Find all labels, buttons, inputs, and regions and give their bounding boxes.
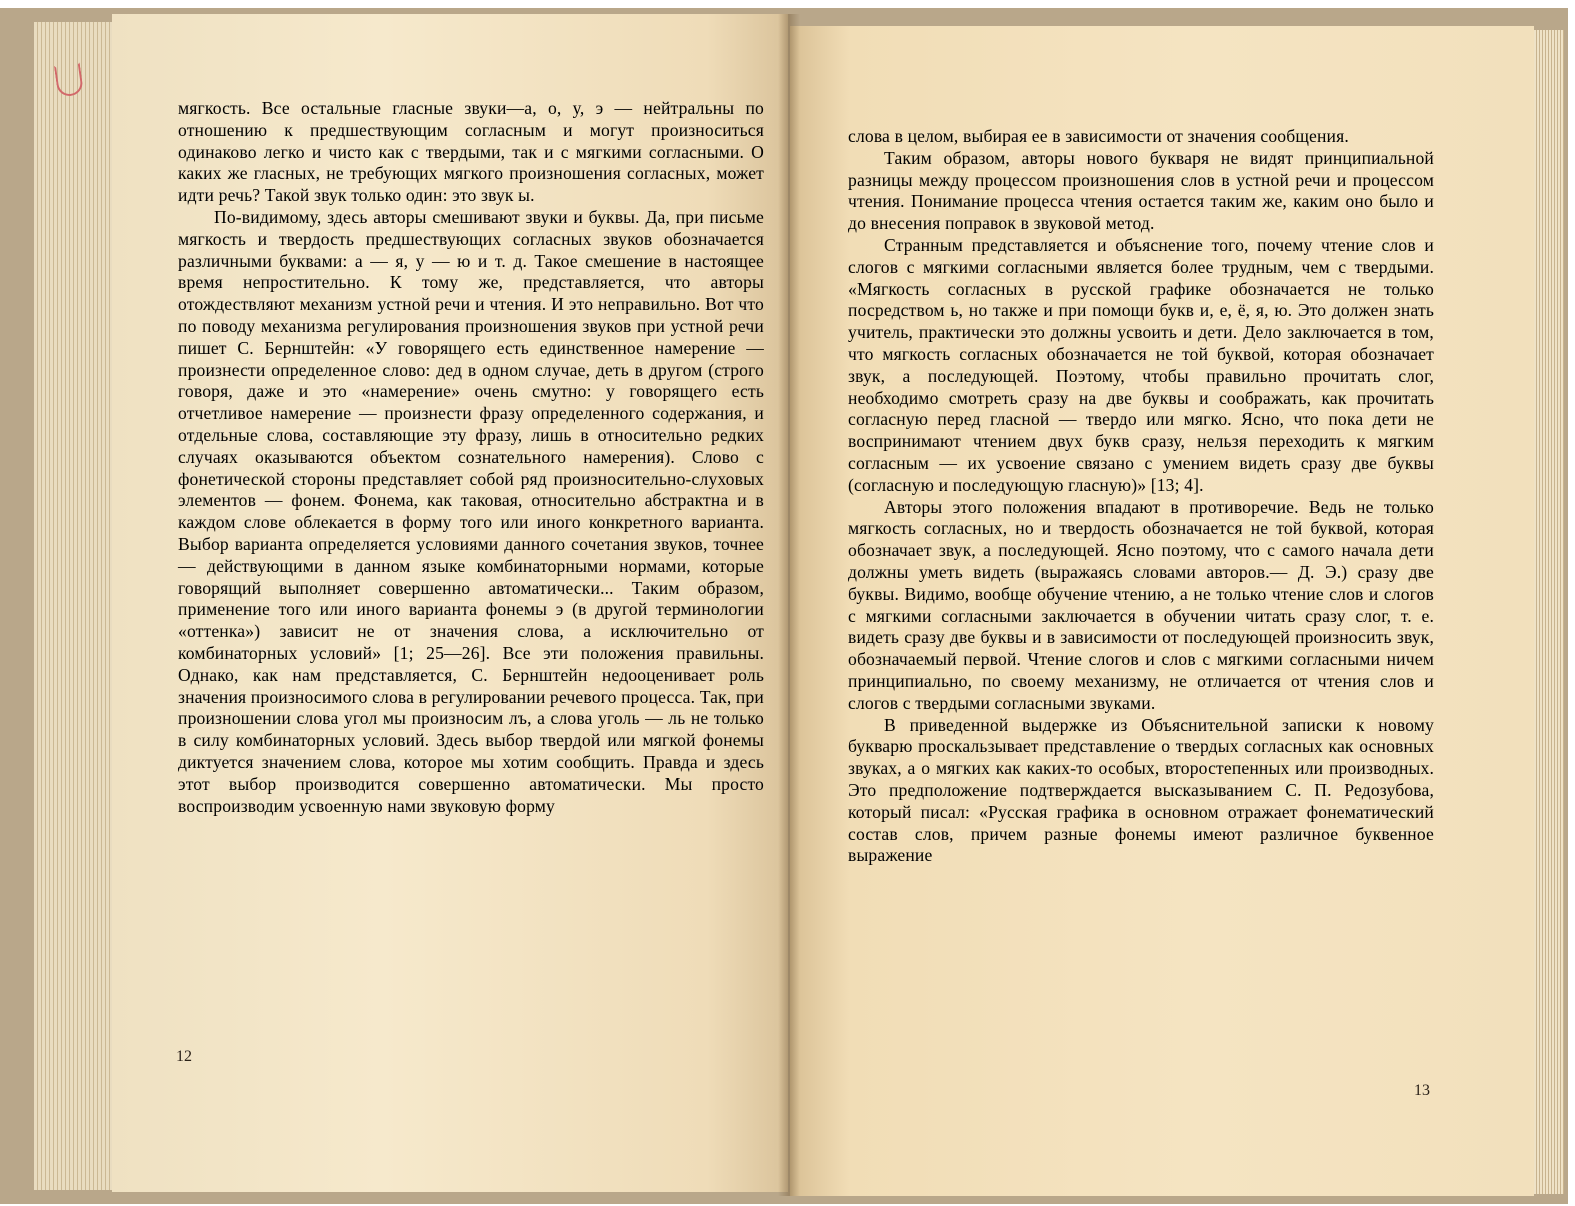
right-paragraph-5: В приведенной выдержке из Объяснительной записки к новому букварю проскальзывает представление о твердых согласных как основных звуках, а о мягких как каких-то особых, второстепенных или производных. Это предположение подтверждается высказыванием С. П. Редозубова, который писал: «Русская графика в основном отражает фонематический состав слов, причем разные фонемы имеют различное буквенное выражение <box>848 714 1434 866</box>
page-edges-right <box>1534 30 1564 1194</box>
left-page-text <box>178 98 764 817</box>
left-paragraph-2: По-видимому, здесь авторы смешивают звуки и буквы. Да, при письме мягкость и твердость предшествующих согласных звуков обозначается различными буквами: а — я, у — ю и т. д. Такое смешение в настоящее время непростительно. К тому же, представляется, что авторы отождествляют механизм устной речи и чтения. И это неправильно. Вот что по поводу механизма регулирования произношения звуков при устной речи пишет С. Бернштейн: «У говорящего есть единственное намерение — произнести определенное слово: дед в одном случае, деть в другом (строго говоря, даже и это «намерение» очень смутно: у говорящего есть отчетливое намерение — произнести фразу определенного содержания, и отдельные слова, составляющие эту фразу, лишь в относительно редких случаях оказываются объектом сознательного намерения). Слово с фонетической стороны представляет собой ряд произносительно-слуховых элементов — фонем. Фонема, как таковая, относительно абстрактна и в каждом слове облекается в форму того или иного конкретного варианта. Выбор варианта определяется условиями данного сочетания звуков, точнее — действующими в данном языке комбинаторными нормами, которые говорящий выполняет совершенно автоматически... Таким образом, применение того или иного варианта фонемы э (в другой терминологии «оттенка») зависит не от значения слова, а исключительно от комбинаторных условий» [1; 25—26]. Все эти положения правильны. Однако, как нам представляется, С. Бернштейн недооценивает роль значения произносимого слова в регулировании речевого процесса. Так, при произношении слова угол мы произносим лъ, а слова уголь — ль не только в силу комбинаторных условий. Здесь выбор твердой или мягкой фонемы диктуется значением слова, которое мы хотим сообщить. Правда и здесь этот выбор производится совершенно автоматически. Мы просто воспроизводим усвоенную нами звуковую форму <box>178 206 764 816</box>
right-page-text <box>848 126 1434 867</box>
right-paragraph-2: Таким образом, авторы нового букваря не видят принципиальной разницы между процессом произношения слов в устной речи и процессом чтения. Понимание процесса чтения остается таким же, каким оно было и до внесения поправок в звуковой метод. <box>848 147 1434 234</box>
left-paragraph-1: мягкость. Все остальные гласные звуки—а, о, у, э — нейтральны по отношению к предшествующим согласным и могут произноситься одинаково легко и чисто как с твердыми, так и с мягкими согласными. О каких же гласных, не требующих мягкого произношения согласных, может идти речь? Такой звук только один: это звук ы. <box>178 98 764 206</box>
page-number-left: 12 <box>176 1048 192 1065</box>
right-paragraph-3: Странным представляется и объяснение того, почему чтение слов и слогов с мягкими согласными является более трудным, чем с твердыми. «Мягкость согласных в русской графике обозначается не только посредством ь, но также и при помощи букв и, е, ё, я, ю. Это должен знать учитель, практически это должны усвоить и дети. Дело заключается в том, что мягкость согласных обозначается не той буквой, которая обозначает звук, а последующей. Поэтому, чтобы правильно прочитать слог, необходимо смотреть сразу на две буквы и соображать, как прочитать согласную перед гласной — твердо или мягко. Ясно, что пока дети не воспринимают чтением двух букв сразу, нельзя переходить к мягким согласным — их усвоение связано с умением видеть сразу две буквы (согласную и последующую гласную)» [13; 4]. <box>848 234 1434 495</box>
page-number-right: 13 <box>1414 1082 1430 1099</box>
right-paragraph-1: слова в целом, выбирая ее в зависимости от значения сообщения. <box>848 126 1349 146</box>
page-edges-left <box>34 22 118 1190</box>
book-gutter <box>778 14 800 1196</box>
right-paragraph-4: Авторы этого положения впадают в противоречие. Ведь не только мягкость согласных, но и твердость обозначается не той буквой, которая обозначает звук, а последующей. Ясно поэтому, что с самого начала дети должны уметь видеть (выражаясь словами авторов.— Д. Э.) сразу две буквы. Видимо, вообще обучение чтению, а не только чтение слов и слогов с мягкими согласными заключается в обучении читать сразу слог, т. е. видеть сразу две буквы и в зависимости от последующей произносить звук, обозначаемый первой. Чтение слогов и слов с мягкими согласными ничем принципиально, по своему механизму, не отличается от чтения слов и слогов с твердыми согласными звуками. <box>848 496 1434 713</box>
